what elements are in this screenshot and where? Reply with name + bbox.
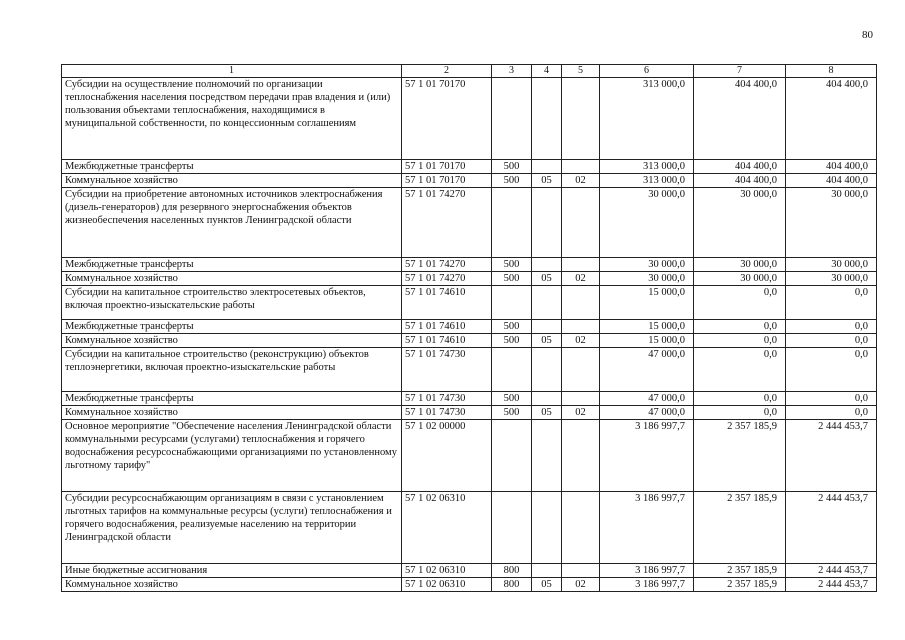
row-expense-type: 500 — [492, 258, 532, 272]
row-code: 57 1 01 74270 — [402, 258, 492, 272]
row-section — [532, 564, 562, 578]
row-amount-col7: 30 000,0 — [694, 188, 786, 258]
row-section: 05 — [532, 272, 562, 286]
row-subsection: 02 — [562, 406, 600, 420]
row-subsection — [562, 392, 600, 406]
row-code: 57 1 01 74730 — [402, 348, 492, 392]
row-amount-col6: 47 000,0 — [600, 392, 694, 406]
row-code: 57 1 01 74610 — [402, 286, 492, 320]
row-subsection — [562, 78, 600, 160]
row-amount-col6: 3 186 997,7 — [600, 420, 694, 492]
table-row — [62, 174, 877, 188]
row-name: Субсидии на осуществление полномочий по организации теплоснабжения населения посредством передачи прав владения и (или) пользования объектами теплоснабжения, находящимися в муниципальной собственности, по концессионным соглашениям — [62, 78, 402, 160]
row-name: Основное мероприятие "Обеспечение населения Ленинградской области коммунальными ресурсами (услугами) теплоснабжения и горячего водоснабжения ресурсоснабжающими организациями по установленному льготному тарифу" — [62, 420, 402, 492]
row-amount-col6: 15 000,0 — [600, 320, 694, 334]
row-amount-col7: 2 357 185,9 — [694, 564, 786, 578]
row-name: Иные бюджетные ассигнования — [62, 564, 402, 578]
row-section — [532, 258, 562, 272]
row-amount-col6: 313 000,0 — [600, 174, 694, 188]
row-amount-col8: 2 444 453,7 — [786, 492, 877, 564]
row-amount-col8: 404 400,0 — [786, 78, 877, 160]
table-row — [62, 564, 877, 578]
row-expense-type: 500 — [492, 392, 532, 406]
table-row — [62, 392, 877, 406]
row-amount-col7: 404 400,0 — [694, 78, 786, 160]
row-amount-col7: 0,0 — [694, 286, 786, 320]
row-name: Субсидии на капитальное строительство электросетевых объектов, включая проектно-изыскательские работы — [62, 286, 402, 320]
row-amount-col8: 2 444 453,7 — [786, 564, 877, 578]
row-subsection — [562, 348, 600, 392]
page-number: 80 — [862, 29, 873, 41]
row-expense-type — [492, 188, 532, 258]
row-code: 57 1 02 06310 — [402, 492, 492, 564]
row-section: 05 — [532, 406, 562, 420]
column-number: 5 — [562, 65, 600, 78]
row-subsection — [562, 320, 600, 334]
row-amount-col6: 3 186 997,7 — [600, 564, 694, 578]
row-amount-col6: 47 000,0 — [600, 406, 694, 420]
row-amount-col7: 30 000,0 — [694, 258, 786, 272]
row-section — [532, 348, 562, 392]
row-amount-col8: 404 400,0 — [786, 174, 877, 188]
column-number: 3 — [492, 65, 532, 78]
row-amount-col6: 30 000,0 — [600, 258, 694, 272]
row-expense-type — [492, 78, 532, 160]
row-amount-col7: 0,0 — [694, 392, 786, 406]
row-code: 57 1 01 70170 — [402, 160, 492, 174]
budget-table — [61, 64, 877, 592]
row-name: Межбюджетные трансферты — [62, 320, 402, 334]
table-row — [62, 578, 877, 592]
row-amount-col7: 404 400,0 — [694, 174, 786, 188]
row-name: Коммунальное хозяйство — [62, 578, 402, 592]
table-row — [62, 160, 877, 174]
row-expense-type — [492, 348, 532, 392]
row-section — [532, 320, 562, 334]
row-amount-col8: 30 000,0 — [786, 188, 877, 258]
table-row — [62, 78, 877, 160]
row-amount-col7: 404 400,0 — [694, 160, 786, 174]
row-expense-type — [492, 286, 532, 320]
column-number: 8 — [786, 65, 877, 78]
row-name: Субсидии на приобретение автономных источников электроснабжения (дизель-генераторов) для резервного энергоснабжения объектов жизнеобеспечения населенных пунктов Ленинградской области — [62, 188, 402, 258]
row-code: 57 1 02 06310 — [402, 564, 492, 578]
column-number: 6 — [600, 65, 694, 78]
table-row — [62, 406, 877, 420]
row-amount-col6: 30 000,0 — [600, 188, 694, 258]
row-name: Межбюджетные трансферты — [62, 392, 402, 406]
table-row — [62, 492, 877, 564]
row-amount-col6: 30 000,0 — [600, 272, 694, 286]
row-expense-type: 500 — [492, 174, 532, 188]
row-code: 57 1 01 74610 — [402, 334, 492, 348]
row-section — [532, 78, 562, 160]
row-expense-type: 500 — [492, 320, 532, 334]
row-subsection: 02 — [562, 334, 600, 348]
row-expense-type: 500 — [492, 406, 532, 420]
table-row — [62, 258, 877, 272]
row-code: 57 1 01 70170 — [402, 78, 492, 160]
row-amount-col7: 0,0 — [694, 320, 786, 334]
row-expense-type: 800 — [492, 578, 532, 592]
table-row — [62, 334, 877, 348]
row-amount-col7: 0,0 — [694, 334, 786, 348]
row-expense-type — [492, 420, 532, 492]
row-amount-col7: 2 357 185,9 — [694, 492, 786, 564]
row-subsection: 02 — [562, 272, 600, 286]
row-code: 57 1 01 74610 — [402, 320, 492, 334]
row-section — [532, 392, 562, 406]
table-row — [62, 188, 877, 258]
column-number-row — [62, 65, 877, 78]
row-expense-type — [492, 492, 532, 564]
row-name: Субсидии ресурсоснабжающим организациям в связи с установлением льготных тарифов на коммунальные ресурсы (услуги) теплоснабжения и горячего водоснабжения, реализуемые населению на территории Ленинградской области — [62, 492, 402, 564]
row-subsection: 02 — [562, 578, 600, 592]
row-expense-type: 500 — [492, 272, 532, 286]
row-name: Межбюджетные трансферты — [62, 258, 402, 272]
row-amount-col7: 30 000,0 — [694, 272, 786, 286]
row-section: 05 — [532, 174, 562, 188]
row-section: 05 — [532, 578, 562, 592]
row-section — [532, 286, 562, 320]
row-amount-col6: 15 000,0 — [600, 286, 694, 320]
row-amount-col7: 2 357 185,9 — [694, 420, 786, 492]
row-amount-col8: 0,0 — [786, 334, 877, 348]
row-code: 57 1 01 74730 — [402, 406, 492, 420]
row-name: Межбюджетные трансферты — [62, 160, 402, 174]
row-section — [532, 160, 562, 174]
row-amount-col6: 3 186 997,7 — [600, 492, 694, 564]
row-amount-col7: 2 357 185,9 — [694, 578, 786, 592]
column-number: 2 — [402, 65, 492, 78]
table-row — [62, 320, 877, 334]
row-subsection — [562, 188, 600, 258]
row-amount-col8: 0,0 — [786, 406, 877, 420]
row-name: Коммунальное хозяйство — [62, 272, 402, 286]
row-code: 57 1 01 74270 — [402, 188, 492, 258]
row-amount-col8: 0,0 — [786, 320, 877, 334]
row-amount-col8: 2 444 453,7 — [786, 420, 877, 492]
row-amount-col6: 15 000,0 — [600, 334, 694, 348]
row-amount-col7: 0,0 — [694, 348, 786, 392]
row-subsection — [562, 160, 600, 174]
row-amount-col8: 2 444 453,7 — [786, 578, 877, 592]
row-expense-type: 500 — [492, 160, 532, 174]
row-code: 57 1 01 70170 — [402, 174, 492, 188]
row-subsection — [562, 286, 600, 320]
row-code: 57 1 01 74730 — [402, 392, 492, 406]
table-row — [62, 272, 877, 286]
row-amount-col7: 0,0 — [694, 406, 786, 420]
row-expense-type: 500 — [492, 334, 532, 348]
row-amount-col6: 47 000,0 — [600, 348, 694, 392]
row-subsection — [562, 492, 600, 564]
row-subsection — [562, 564, 600, 578]
column-number: 1 — [62, 65, 402, 78]
column-number: 7 — [694, 65, 786, 78]
row-subsection: 02 — [562, 174, 600, 188]
row-amount-col6: 313 000,0 — [600, 160, 694, 174]
row-amount-col8: 30 000,0 — [786, 258, 877, 272]
row-amount-col8: 404 400,0 — [786, 160, 877, 174]
row-subsection — [562, 258, 600, 272]
row-amount-col8: 0,0 — [786, 392, 877, 406]
row-section — [532, 188, 562, 258]
row-amount-col8: 0,0 — [786, 286, 877, 320]
row-section — [532, 492, 562, 564]
table-row — [62, 420, 877, 492]
row-name: Коммунальное хозяйство — [62, 334, 402, 348]
row-code: 57 1 02 00000 — [402, 420, 492, 492]
column-number: 4 — [532, 65, 562, 78]
row-name: Коммунальное хозяйство — [62, 406, 402, 420]
table-row — [62, 348, 877, 392]
row-amount-col6: 3 186 997,7 — [600, 578, 694, 592]
row-amount-col8: 30 000,0 — [786, 272, 877, 286]
row-name: Субсидии на капитальное строительство (реконструкцию) объектов теплоэнергетики, включая проектно-изыскательские работы — [62, 348, 402, 392]
row-section — [532, 420, 562, 492]
row-subsection — [562, 420, 600, 492]
table-row — [62, 286, 877, 320]
row-amount-col6: 313 000,0 — [600, 78, 694, 160]
row-expense-type: 800 — [492, 564, 532, 578]
row-code: 57 1 01 74270 — [402, 272, 492, 286]
row-name: Коммунальное хозяйство — [62, 174, 402, 188]
row-section: 05 — [532, 334, 562, 348]
row-code: 57 1 02 06310 — [402, 578, 492, 592]
row-amount-col8: 0,0 — [786, 348, 877, 392]
